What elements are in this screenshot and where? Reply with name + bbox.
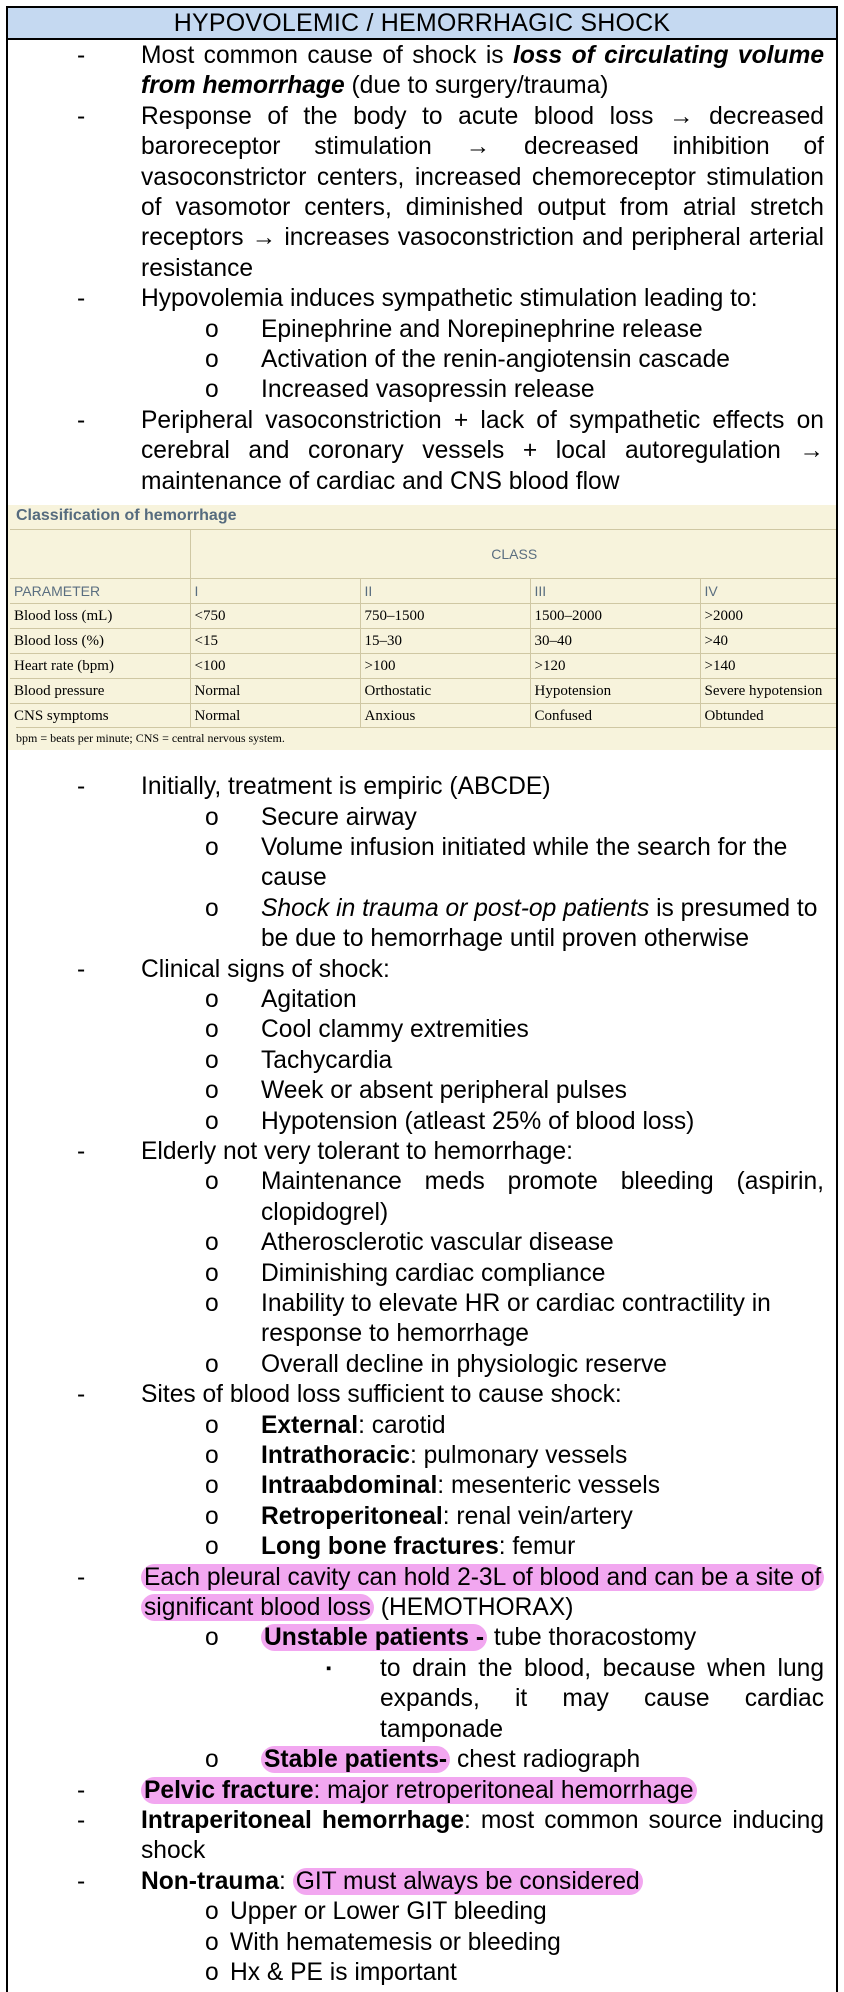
sub-item: o Hx & PE is important: [8, 1958, 836, 1988]
table-cell: Blood loss (mL): [10, 604, 190, 629]
sub-item: o Volume infusion initiated while the search for the cause: [205, 833, 788, 892]
table-footnote: bpm = beats per minute; CNS = central nervous system.: [16, 727, 836, 748]
circle-marker: o: [205, 1928, 219, 1956]
circle-marker: o: [205, 894, 219, 922]
list-item: - Intraperitoneal hemorrhage: most common source inducing shock: [77, 1806, 824, 1865]
circle-marker: o: [205, 1898, 219, 1926]
sub-item: o External: carotid: [8, 1411, 836, 1441]
table-row: [10, 530, 838, 579]
class-cell: III: [530, 579, 700, 604]
sub-item: o Tachycardia: [8, 1046, 836, 1076]
dash-marker: -: [77, 955, 86, 983]
list-item-text: Peripheral vasoconstriction + lack of sympathetic effects on cerebral and coronary vessels + local autoregulation → maintenance of cardiac and CNS blood flow: [141, 406, 824, 495]
circle-marker: o: [205, 1533, 219, 1561]
list-item: - Non-trauma: GIT must always be considered: [8, 1867, 836, 1897]
circle-marker: o: [205, 346, 219, 374]
circle-marker: o: [205, 1229, 219, 1257]
circle-marker: o: [205, 1016, 219, 1044]
circle-marker: o: [205, 1746, 219, 1774]
circle-marker: o: [205, 1107, 219, 1135]
list-item: [8, 102, 836, 284]
dash-marker: -: [77, 102, 86, 130]
circle-marker: o: [205, 376, 219, 404]
table-row: [10, 629, 838, 654]
sub-item: o Hypotension (atleast 25% of blood loss): [8, 1107, 836, 1137]
sub-item: o Maintenance meds promote bleeding (aspirin, clopidogrel): [205, 1168, 824, 1226]
main-notes-section: [8, 750, 836, 1988]
sub-item: o Cool clammy extremities: [8, 1015, 836, 1045]
emphasis-text: loss of circulating volume from hemorrhage: [141, 42, 824, 100]
param-header: PARAMETER: [10, 579, 190, 604]
table-row: [10, 654, 838, 679]
circle-marker: o: [205, 1958, 219, 1986]
list-item: - Initially, treatment is empiric (ABCDE): [8, 772, 836, 802]
table-cell: Hypotension: [530, 679, 700, 704]
sub-item: o Week or absent peripheral pulses: [8, 1076, 836, 1106]
list-item-text: Hypovolemia induces sympathetic stimulation leading to:: [141, 285, 758, 313]
sub-item: o Epinephrine and Norepinephrine release: [8, 315, 836, 345]
sub-item: o Intraabdominal: mesenteric vessels: [8, 1471, 836, 1501]
table-cell: Obtunded: [700, 704, 838, 729]
circle-marker: o: [205, 1350, 219, 1378]
sub-item: o Increased vasopressin release: [8, 375, 836, 405]
highlighted-text: Stable patients-: [261, 1746, 450, 1773]
sub-item: o Stable patients- chest radiograph: [8, 1745, 836, 1775]
list-item: - Clinical signs of shock:: [8, 955, 836, 985]
circle-marker: o: [205, 1442, 219, 1470]
list-item: - Sites of blood loss sufficient to cause shock:: [8, 1380, 836, 1410]
circle-marker: o: [205, 1168, 219, 1196]
table-cell: >2000: [700, 604, 838, 629]
sub-item: o Agitation: [8, 985, 836, 1015]
sub-item: o Shock in trauma or post-op patients is presumed to be due to hemorrhage until proven otherwise: [205, 894, 818, 953]
sub-item: o Inability to elevate HR or cardiac contractility in response to hemorrhage: [205, 1290, 771, 1348]
circle-marker: o: [205, 1472, 219, 1500]
table-row: [10, 679, 838, 704]
dash-marker: -: [77, 1776, 86, 1804]
dash-marker: -: [77, 285, 86, 313]
class-cell: IV: [700, 579, 838, 604]
circle-marker: o: [205, 985, 219, 1013]
circle-marker: o: [205, 1411, 219, 1439]
table-row: [10, 704, 838, 729]
circle-marker: o: [205, 1259, 219, 1287]
circle-marker: o: [205, 1290, 219, 1317]
table-cell: Normal: [190, 704, 360, 729]
sub-item: o Long bone fractures: femur: [8, 1532, 836, 1562]
highlighted-text: Unstable patients -: [261, 1624, 487, 1651]
class-header: CLASS: [190, 530, 838, 579]
list-item-text: Response of the body to acute blood loss → decreased baroreceptor stimulation → decreased inhibition of vasoconstrictor centers, increased chemoreceptor stimulation of vasomotor centers, diminished output from atrial stretch receptors → increases vasoconstriction and peripheral arterial resistance: [141, 102, 824, 282]
sub-item: o Activation of the renin-angiotensin cascade: [8, 345, 836, 375]
table-cell: 750–1500: [360, 604, 530, 629]
class-cell: I: [190, 579, 360, 604]
circle-marker: o: [205, 315, 219, 343]
dash-marker: -: [77, 1563, 86, 1591]
list-item: [8, 406, 836, 497]
sub-item: o Upper or Lower GIT bleeding: [8, 1897, 836, 1927]
table-cell: >120: [530, 654, 700, 679]
sub-item: o Retroperitoneal: renal vein/artery: [8, 1502, 836, 1532]
dash-marker: -: [77, 42, 86, 69]
circle-marker: o: [205, 1046, 219, 1074]
circle-marker: o: [205, 833, 219, 861]
table-cell: Heart rate (bpm): [10, 654, 190, 679]
table-row: [10, 579, 838, 604]
table-cell: Anxious: [360, 704, 530, 729]
dash-marker: -: [77, 773, 86, 801]
circle-marker: o: [205, 1624, 219, 1652]
sub-item: o Overall decline in physiologic reserve: [8, 1350, 836, 1380]
document-page: [6, 6, 838, 1992]
sub-item: o Diminishing cardiac compliance: [8, 1259, 836, 1289]
table-cell: CNS symptoms: [10, 704, 190, 729]
table-row: [10, 604, 838, 629]
highlighted-text: GIT must always be considered: [293, 1868, 643, 1895]
table-cell: <750: [190, 604, 360, 629]
highlighted-text: Pelvic fracture: major retroperitoneal hemorrhage: [141, 1777, 697, 1804]
dash-marker: -: [77, 406, 86, 434]
square-marker: ▪: [326, 1659, 332, 1677]
dash-marker: -: [77, 1867, 86, 1895]
table-cell: Confused: [530, 704, 700, 729]
table-cell: Normal: [190, 679, 360, 704]
table-cell: <15: [190, 629, 360, 654]
table-cell: Severe hypotension: [700, 679, 838, 704]
table-cell: >100: [360, 654, 530, 679]
list-item: [8, 284, 836, 314]
circle-marker: o: [205, 1502, 219, 1530]
dash-marker: -: [77, 1806, 86, 1834]
page-title: HYPOVOLEMIC / HEMORRHAGIC SHOCK: [8, 8, 836, 40]
highlighted-text: Each pleural cavity can hold 2-3L of blood and can be a site of significant blood loss: [141, 1564, 824, 1621]
list-item: - Each pleural cavity can hold 2-3L of blood and can be a site of significant blood loss (HEMOTHORAX): [8, 1563, 836, 1624]
classification-table: [10, 529, 838, 728]
sub-item: o Atherosclerotic vascular disease: [8, 1228, 836, 1258]
class-cell: II: [360, 579, 530, 604]
table-cell: 1500–2000: [530, 604, 700, 629]
table-cell: Blood pressure: [10, 679, 190, 704]
sub-item: o Intrathoracic: pulmonary vessels: [8, 1441, 836, 1471]
table-cell: <100: [190, 654, 360, 679]
list-item: [8, 1776, 836, 1806]
table-cell: >140: [700, 654, 838, 679]
list-item: - Most common cause of shock is loss of circulating volume from hemorrhage (due to surgery/trauma): [77, 42, 824, 100]
dash-marker: -: [77, 1381, 86, 1409]
table-cell: Orthostatic: [360, 679, 530, 704]
table-title: Classification of hemorrhage: [16, 507, 237, 525]
sub-sub-item: ▪ to drain the blood, because when lung expands, it may cause cardiac tamponade: [326, 1654, 824, 1743]
circle-marker: o: [205, 803, 219, 831]
emphasis-text: Shock in trauma or post-op patients: [261, 894, 650, 922]
sub-item: o Unstable patients - tube thoracostomy: [8, 1623, 836, 1653]
dash-marker: -: [77, 1137, 86, 1165]
list-item: - Elderly not very tolerant to hemorrhage:: [8, 1137, 836, 1167]
hemorrhage-classification-table: [8, 505, 836, 750]
sub-item: o With hematemesis or bleeding: [8, 1928, 836, 1958]
intro-section: [8, 40, 836, 497]
table-cell: Blood loss (%): [10, 629, 190, 654]
table-cell: >40: [700, 629, 838, 654]
table-cell: 15–30: [360, 629, 530, 654]
sub-item: o Secure airway: [8, 803, 836, 833]
circle-marker: o: [205, 1077, 219, 1105]
table-cell: 30–40: [530, 629, 700, 654]
